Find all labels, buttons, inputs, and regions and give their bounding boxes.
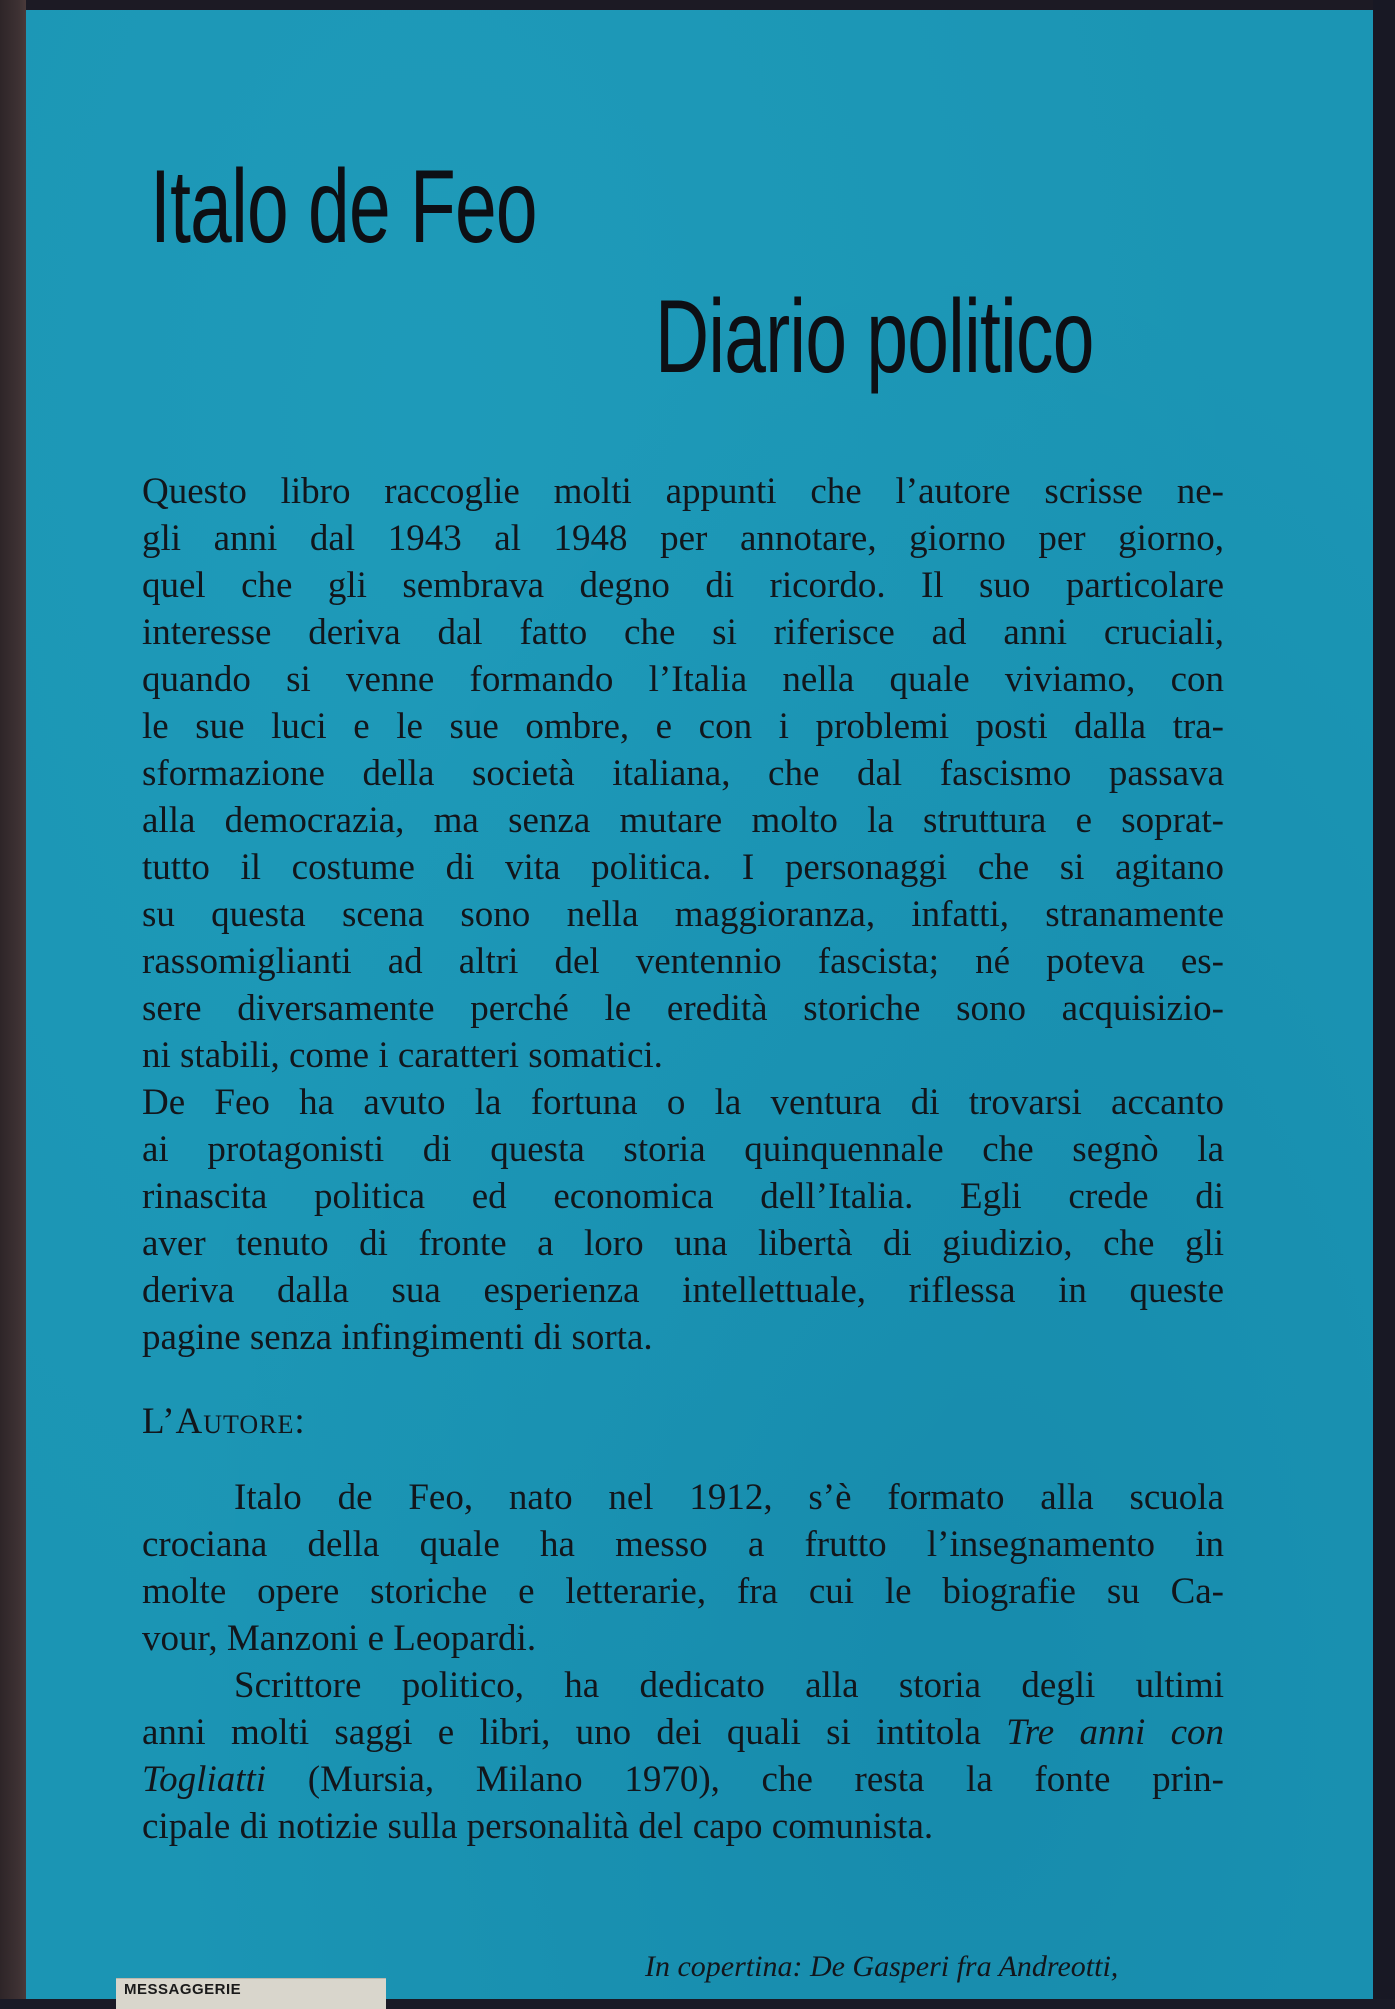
book-title: Diario politico — [655, 279, 1094, 395]
blurb-line: deriva dalla sua esperienza intellettuale, riflessa in queste — [142, 1270, 1224, 1311]
bio-line: molte opere storiche e letterarie, fra cui le biografie su Ca- — [142, 1571, 1224, 1612]
works-line — [142, 1709, 1224, 1756]
author-section-heading: L’Autore: — [142, 1401, 306, 1442]
book-reference-title: Togliatti — [142, 1759, 267, 1800]
scan-border-top — [0, 0, 1395, 10]
blurb-line: sformazione della società italiana, che dal fascismo passava — [142, 753, 1224, 794]
blurb-line: sere diversamente perché le eredità storiche sono acquisizio- — [142, 988, 1224, 1029]
blurb-line: rinascita politica ed economica dell’Italia. Egli crede di — [142, 1176, 1224, 1217]
blurb-line: tutto il costume di vita politica. I personaggi che si agitano — [142, 847, 1224, 888]
blurb-line: alla democrazia, ma senza mutare molto la struttura e soprat- — [142, 800, 1224, 841]
blurb-line: pagine senza infingimenti di sorta. — [142, 1317, 653, 1358]
blurb-line: quel che gli sembrava degno di ricordo. Il suo particolare — [142, 565, 1224, 606]
bio-line: crociana della quale ha messo a frutto l’insegnamento in — [142, 1524, 1224, 1565]
cover-photo-caption: In copertina: De Gasperi fra Andreotti, — [645, 1950, 1119, 1983]
blurb-line: aver tenuto di fronte a loro una libertà di giudizio, che gli — [142, 1223, 1224, 1264]
works-text: anni molti saggi e libri, uno dei quali si intitola — [142, 1712, 1007, 1753]
blurb-line: De Feo ha avuto la fortuna o la ventura di trovarsi accanto — [142, 1082, 1224, 1123]
author-name: Italo de Feo — [150, 149, 537, 265]
author-bio — [142, 1474, 1224, 1662]
book-reference-title: Tre anni con — [1006, 1712, 1224, 1753]
blurb-line: rassomiglianti ad altri del ventennio fascista; né poteva es- — [142, 941, 1224, 982]
blurb-line: le sue luci e le sue ombre, e con i problemi posti dalla tra- — [142, 706, 1224, 747]
bio-line: vour, Manzoni e Leopardi. — [142, 1618, 537, 1659]
author-works — [142, 1662, 1224, 1850]
scan-border-left — [0, 0, 26, 1999]
blurb-text — [142, 468, 1224, 1361]
blurb-line: quando si venne formando l’Italia nella quale viviamo, con — [142, 659, 1224, 700]
blurb-line: ni stabili, come i caratteri somatici. — [142, 1035, 663, 1076]
blurb-line: Questo libro raccoglie molti appunti che l’autore scrisse ne- — [142, 471, 1224, 512]
sticker-label: MESSAGGERIE — [124, 1981, 242, 1998]
works-line: Scrittore politico, ha dedicato alla storia degli ultimi — [234, 1665, 1224, 1706]
blurb-line: interesse deriva dal fatto che si riferisce ad anni cruciali, — [142, 612, 1224, 653]
works-line — [142, 1756, 1224, 1803]
bio-line: Italo de Feo, nato nel 1912, s’è formato alla scuola — [234, 1477, 1224, 1518]
works-text: (Mursia, Milano 1970), che resta la fonte prin- — [266, 1759, 1224, 1800]
distributor-sticker — [116, 1978, 386, 2009]
blurb-line: su questa scena sono nella maggioranza, infatti, stranamente — [142, 894, 1224, 935]
blurb-line: gli anni dal 1943 al 1948 per annotare, giorno per giorno, — [142, 518, 1224, 559]
scan-border-right — [1373, 0, 1395, 1999]
works-line: cipale di notizie sulla personalità del capo comunista. — [142, 1806, 934, 1847]
blurb-line: ai protagonisti di questa storia quinquennale che segnò la — [142, 1129, 1224, 1170]
